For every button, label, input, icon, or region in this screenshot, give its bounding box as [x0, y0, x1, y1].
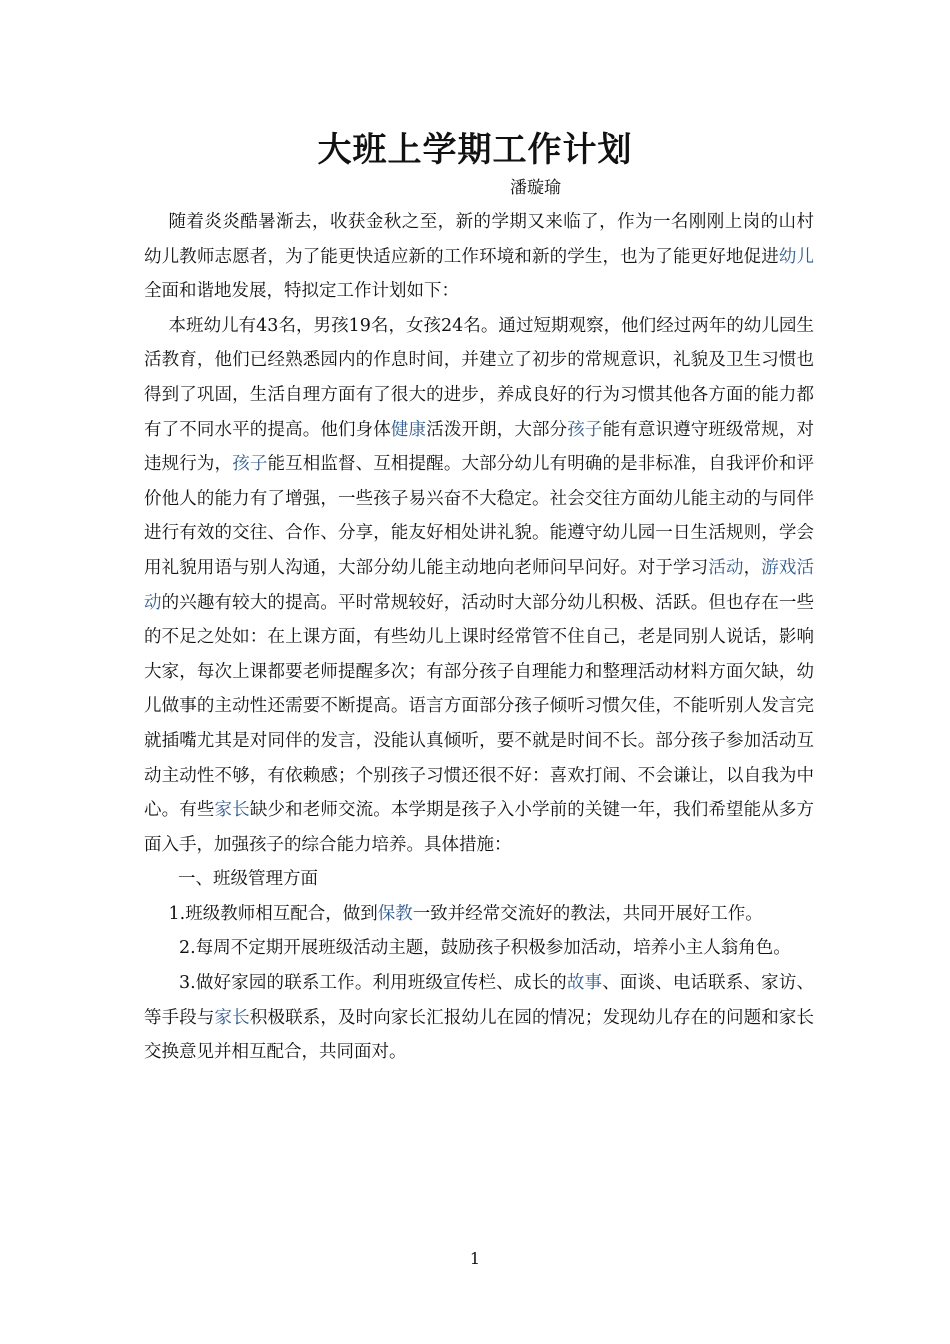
section-heading: 一、班级管理方面 [178, 869, 318, 890]
text-run: 本班幼儿有43名，男孩19名，女孩24名。通过短期观察，他们经过两年的幼儿园生活教育，他们已经熟悉园内的作息时间，并建立了初步的常规意识，礼貌及卫生习惯也得到了巩固，生活自理方面有了很大的进步，养成良好的行为习惯其他各方面的能力都有了不同水平的提高。他们身体 [144, 315, 814, 440]
text-run: 1.班级教师相互配合，做到 [168, 903, 378, 924]
link-huodong[interactable]: 活动 [708, 557, 744, 578]
list-item-3 [144, 966, 814, 1070]
intro-paragraph [144, 205, 814, 309]
text-run: ， [743, 557, 762, 578]
link-jiankang[interactable]: 健康 [390, 419, 427, 440]
text-run: 活泼开朗，大部分 [426, 419, 568, 440]
document-body [144, 205, 814, 1070]
link-baojiao[interactable]: 保教 [377, 903, 413, 924]
page-number: 1 [469, 1249, 481, 1268]
link-youer[interactable]: 幼儿 [778, 246, 815, 267]
list-item-2: 2.每周不定期开展班级活动主题，鼓励孩子积极参加活动，培养小主人翁角色。 [179, 938, 791, 959]
link-haizi[interactable]: 孩子 [567, 419, 603, 440]
class-status-paragraph [144, 309, 814, 863]
link-haizi-2[interactable]: 孩子 [232, 454, 268, 475]
text-run: 积极联系，及时向家长汇报幼儿在园的情况；发现幼儿存在的问题和家长交换意见并相互配合，共同面对。 [144, 1007, 815, 1063]
list-item-1 [144, 897, 814, 932]
text-run: 一致并经常交流好的教法，共同开展好工作。 [412, 903, 763, 924]
document-title: 大班上学期工作计划 [317, 130, 633, 170]
author-name: 潘璇瑜 [510, 178, 561, 198]
text-run: 的兴趣有较大的提高。平时常规较好，活动时大部分幼儿积极、活跃。但也存在一些的不足之处如：在上课方面，有些幼儿上课时经常管不住自己，老是同别人说话，影响大家，每次上课都要老师提醒多次；有部分孩子自理能力和整理活动材料方面欠缺，幼儿做事的主动性还需要不断提高。语言方面部分孩子倾听习惯欠佳，不能听别人发言完就插嘴尤其是对同伴的发言，没能认真倾听，要不就是时间不长。部分孩子参加活动互动主动性不够，有依赖感；个别孩子习惯还很不好：喜欢打闹、不会谦让，以自我为中心。有些 [144, 592, 815, 821]
link-jiazhang-2[interactable]: 家长 [214, 1007, 250, 1028]
text-run: 能有意识遵守班级常规，对违规行为， [144, 419, 815, 475]
link-gushi[interactable]: 故事 [566, 973, 603, 994]
text-run: 能互相监督、互相提醒。大部分幼儿有明确的是非标准，自我评价和评价他人的能力有了增强，一些孩子易兴奋不大稳定。社会交往方面幼儿能主动的与同伴进行有效的交往、合作、分享，能友好相处讲礼貌。能遵守幼儿园一日生活规则，学会用礼貌用语与别人沟通，大部分幼儿能主动地向老师问早问好。对于学习 [144, 454, 815, 578]
text-run: 、面谈、电话联系、家访、等手段与 [144, 973, 815, 1028]
text-run: 全面和谐地发展，特拟定工作计划如下： [144, 281, 459, 302]
link-youxi-huodong[interactable]: 游戏活动 [144, 557, 815, 613]
text-run: 3.做好家园的联系工作。利用班级宣传栏、成长的 [179, 973, 567, 994]
text-run: 缺少和老师交流。本学期是孩子入小学前的关键一年，我们希望能从多方面入手，加强孩子的综合能力培养。具体措施： [144, 800, 815, 855]
link-jiazhang[interactable]: 家长 [214, 800, 250, 821]
text-run: 随着炎炎酷暑渐去，收获金秋之至，新的学期又来临了，作为一名刚刚上岗的山村幼儿教师志愿者，为了能更快适应新的工作环境和新的学生，也为了能更好地促进 [144, 212, 814, 267]
